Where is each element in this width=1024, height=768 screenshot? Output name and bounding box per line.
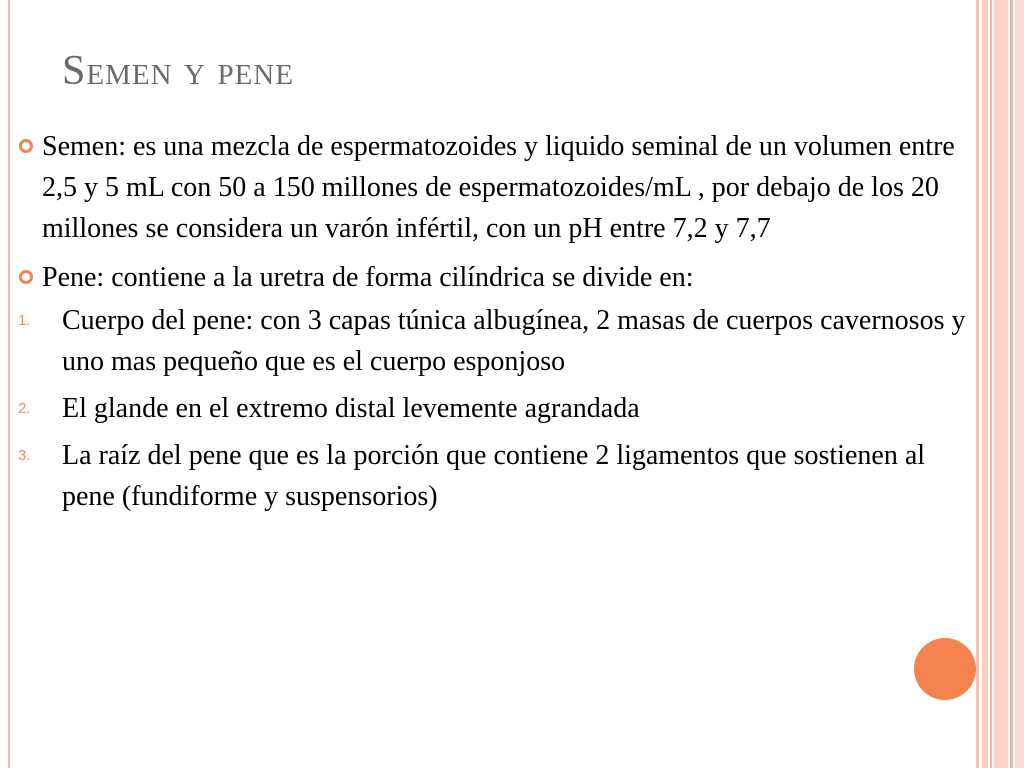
right-decor-stripe bbox=[990, 0, 992, 768]
bullet-text: Pene: contiene a la uretra de forma cilíndrica se divide en: bbox=[42, 262, 694, 293]
orange-ring-bullet-icon bbox=[18, 269, 34, 285]
numbered-text: La raíz del pene que es la porción que contiene 2 ligamentos que sostienen al pene (fundiforme y suspensorios) bbox=[62, 440, 926, 512]
orange-ring-bullet-icon bbox=[18, 138, 34, 154]
numbered-item bbox=[18, 300, 978, 382]
bullet-item bbox=[18, 126, 978, 249]
right-decor-stripe bbox=[982, 0, 988, 768]
right-decor-stripe bbox=[994, 0, 1008, 768]
numbered-item bbox=[18, 435, 978, 517]
bullet-item bbox=[18, 257, 978, 298]
numbered-text: Cuerpo del pene: con 3 capas túnica albugínea, 2 masas de cuerpos cavernosos y uno mas pequeño que es el cuerpo esponjoso bbox=[62, 305, 966, 377]
item-number: 2. bbox=[18, 400, 31, 417]
right-decor-stripe bbox=[1010, 0, 1013, 768]
decorative-circle bbox=[914, 638, 976, 700]
bullet-text: Semen: es una mezcla de espermatozoides y liquido seminal de un volumen entre 2,5 y 5 mL con 50 a 150 millones de espermatozoides/mL , por debajo de los 20 millones se considera un varón infértil, con un pH entre 7,2 y 7,7 bbox=[42, 131, 955, 244]
left-border-line bbox=[8, 0, 10, 768]
item-number: 3. bbox=[18, 447, 31, 464]
slide-title: Semen y pene bbox=[62, 48, 294, 94]
numbered-item bbox=[18, 388, 978, 429]
item-number: 1. bbox=[18, 312, 31, 329]
slide-content bbox=[18, 126, 978, 523]
numbered-text: El glande en el extremo distal levemente agrandada bbox=[62, 393, 640, 424]
right-decor-stripe bbox=[1015, 0, 1024, 768]
